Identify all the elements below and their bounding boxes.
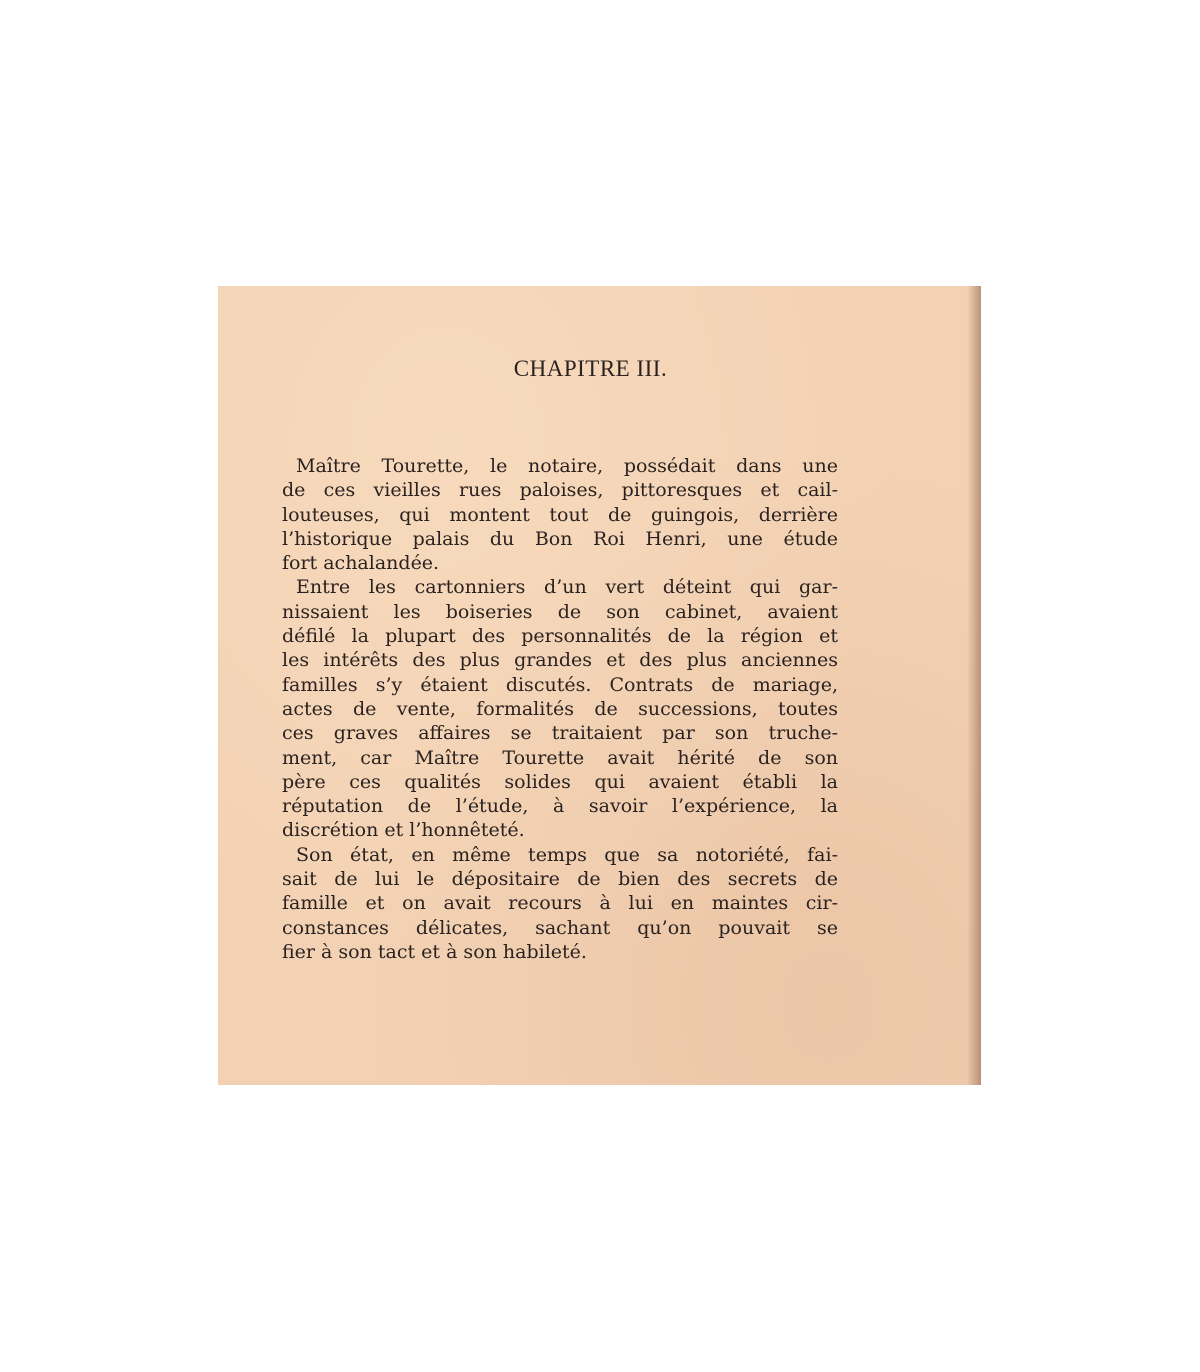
text-line: sait de lui le dépositaire de bien des secrets de <box>282 868 838 891</box>
text-line: Maître Tourette, le notaire, possédait dans une <box>296 455 838 477</box>
text-line: réputation de l’étude, à savoir l’expérience, la <box>282 795 838 818</box>
text-line: l’historique palais du Bon Roi Henri, une étude <box>282 527 838 550</box>
text-line: Entre les cartonniers d’un vert déteint qui gar- <box>296 576 838 599</box>
text-line: discrétion et l’honnêteté. <box>282 819 525 842</box>
page-binding-edge <box>967 286 981 1085</box>
text-line: louteuses, qui montent tout de guingois, derrière <box>282 503 838 526</box>
text-line: fier à son tact et à son habileté. <box>282 940 587 963</box>
text-line: constances délicates, sachant qu’on pouvait se <box>282 916 838 939</box>
text-line: Son état, en même temps que sa notoriété, fai- <box>296 843 838 866</box>
chapter-title: CHAPITRE III. <box>513 356 668 381</box>
text-line: de ces vieilles rues paloises, pittoresques et cail- <box>282 479 838 502</box>
text-line: fort achalandée. <box>282 552 440 575</box>
text-line: nissaient les boiseries de son cabinet, avaient <box>282 600 838 623</box>
text-line: ment, car Maître Tourette avait hérité de son <box>282 746 838 769</box>
text-line: père ces qualités solides qui avaient établi la <box>282 770 838 793</box>
text-line: famille et on avait recours à lui en maintes cir- <box>282 892 838 915</box>
book-page <box>218 286 981 1085</box>
body-text <box>282 454 838 964</box>
text-line: ces graves affaires se traitaient par son truche- <box>282 722 838 745</box>
text-line: familles s’y étaient discutés. Contrats de mariage, <box>282 673 838 696</box>
text-line: actes de vente, formalités de successions, toutes <box>282 697 838 720</box>
text-line: défilé la plupart des personnalités de la région et <box>282 625 838 648</box>
text-line: les intérêts des plus grandes et des plus anciennes <box>282 649 838 672</box>
